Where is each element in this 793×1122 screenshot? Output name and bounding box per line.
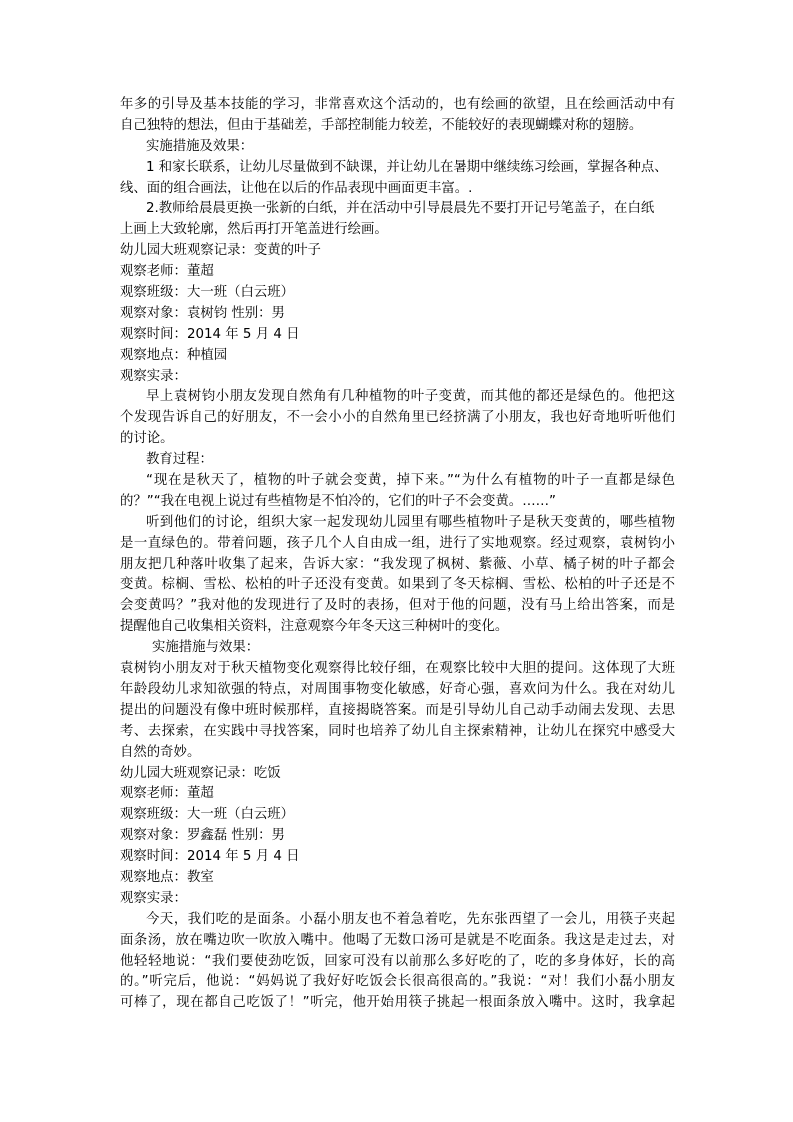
- section-heading: 教育过程：: [146, 452, 213, 468]
- section-heading: 观察实录：: [120, 890, 187, 906]
- text-line: 的讨论。: [120, 431, 174, 447]
- observation-time: 观察时间：2014 年 5 月 4 日: [120, 849, 300, 865]
- record-title: 幼儿园大班观察记录：吃饭: [120, 765, 281, 781]
- text-line: 袁树钧小朋友对于秋天植物变化观察得比较仔细，在观察比较中大胆的提问。这体现了大班: [120, 661, 675, 677]
- text-line: 变黄。棕榈、雪松、松柏的叶子还没有变黄。如果到了冬天棕榈、雪松、松柏的叶子还是不: [120, 577, 675, 593]
- text-line: 早上袁树钧小朋友发现自然角有几种植物的叶子变黄，而其他的都还是绿色的。他把这: [146, 389, 675, 405]
- text-line: 听到他们的讨论，组织大家一起发现幼儿园里有哪些植物叶子是秋天变黄的，哪些植物: [146, 514, 675, 530]
- record-title: 幼儿园大班观察记录：变黄的叶子: [120, 243, 321, 259]
- text-line: 面条汤，放在嘴边吹一吹放入嘴中。他喝了无数口汤可是就是不吃面条。我这是走过去，对: [120, 932, 675, 948]
- observer-teacher: 观察老师：董超: [120, 264, 214, 280]
- text-line: 提醒他自己收集相关资料，注意观察今年冬天这三种树叶的变化。: [120, 619, 509, 635]
- observer-teacher: 观察老师：董超: [120, 786, 214, 802]
- text-line: 自然的奇妙。: [120, 744, 201, 760]
- text-line: 考、去探索，在实践中寻找答案，同时也培养了幼儿自主探索精神，让幼儿在探究中感受大: [120, 723, 675, 739]
- text-line: 的。”听完后，他说：“妈妈说了我好好吃饭会长很高很高的。”我说：“对！我们小磊小朋友: [120, 974, 675, 990]
- observed-class: 观察班级：大一班（白云班）: [120, 285, 295, 301]
- text-line: 1 和家长联系，让幼儿尽量做到不缺课，并让幼儿在暑期中继续练习绘画，掌握各种点、: [146, 159, 668, 175]
- text-line: 会变黄吗？”我对他的发现进行了及时的表扬，但对于他的问题，没有马上给出答案，而是: [120, 598, 675, 614]
- text-line: 是一直绿色的。带着问题，孩子几个人自由成一组，进行了实地观察。经过观察，袁树钧小: [120, 535, 675, 551]
- text-line: 上画上大致轮廓，然后再打开笔盖进行绘画。: [120, 222, 388, 238]
- observation-location: 观察地点：教室: [120, 869, 214, 885]
- observed-child: 观察对象：袁树钧 性别：男: [120, 305, 285, 321]
- text-line: 今天，我们吃的是面条。小磊小朋友也不着急着吃，先东张西望了一会儿，用筷子夹起: [146, 911, 675, 927]
- observed-child: 观察对象：罗鑫磊 性别：男: [120, 828, 285, 844]
- text-line: 年多的引导及基本技能的学习，非常喜欢这个活动的，也有绘画的欲望，且在绘画活动中有: [120, 97, 675, 112]
- section-heading: 实施措施及效果：: [146, 138, 254, 154]
- section-heading: 观察实录：: [120, 368, 187, 384]
- text-line: 提出的问题没有像中班时候那样，直接揭晓答案。而是引导幼儿自己动手动闹去发现、去思: [120, 702, 675, 718]
- text-line: 的？”“我在电视上说过有些植物是不怕冷的，它们的叶子不会变黄。……”: [120, 493, 556, 509]
- text-line: 线、面的组合画法，让他在以后的作品表现中画面更丰富。.: [120, 180, 473, 196]
- observation-time: 观察时间：2014 年 5 月 4 日: [120, 326, 300, 342]
- text-line: 朋友把几种落叶收集了起来，告诉大家：“我发现了枫树、紫薇、小草、橘子树的叶子都会: [120, 556, 675, 572]
- observation-location: 观察地点：种植园: [120, 347, 228, 363]
- text-line: 个发现告诉自己的好朋友，不一会小小的自然角里已经挤满了小朋友，我也好奇地听听他们: [120, 410, 675, 426]
- text-line: 自己独特的想法，但由于基础差，手部控制能力较差，不能较好的表现蝴蝶对称的翅膀。: [120, 117, 643, 133]
- section-heading: 实施措施与效果：: [152, 640, 260, 656]
- text-line: 可棒了，现在都自己吃饭了！”听完，他开始用筷子挑起一根面条放入嘴中。这时，我拿起: [120, 995, 675, 1011]
- observed-class: 观察班级：大一班（白云班）: [120, 807, 295, 823]
- document-body: [120, 95, 675, 1014]
- text-line: “现在是秋天了，植物的叶子就会变黄，掉下来。”“为什么有植物的叶子一直都是绿色: [146, 473, 675, 489]
- text-line: 他轻轻地说：“我们要使劲吃饭，回家可没有以前那么多好吃的了，吃的多身体好，长的高: [120, 953, 675, 969]
- text-line: 年龄段幼儿求知欲强的特点，对周围事物变化敏感，好奇心强，喜欢问为什么。我在对幼儿: [120, 681, 675, 697]
- text-line: 2.教师给晨晨更换一张新的白纸，并在活动中引导晨晨先不要打开记号笔盖子，在白纸: [146, 201, 655, 217]
